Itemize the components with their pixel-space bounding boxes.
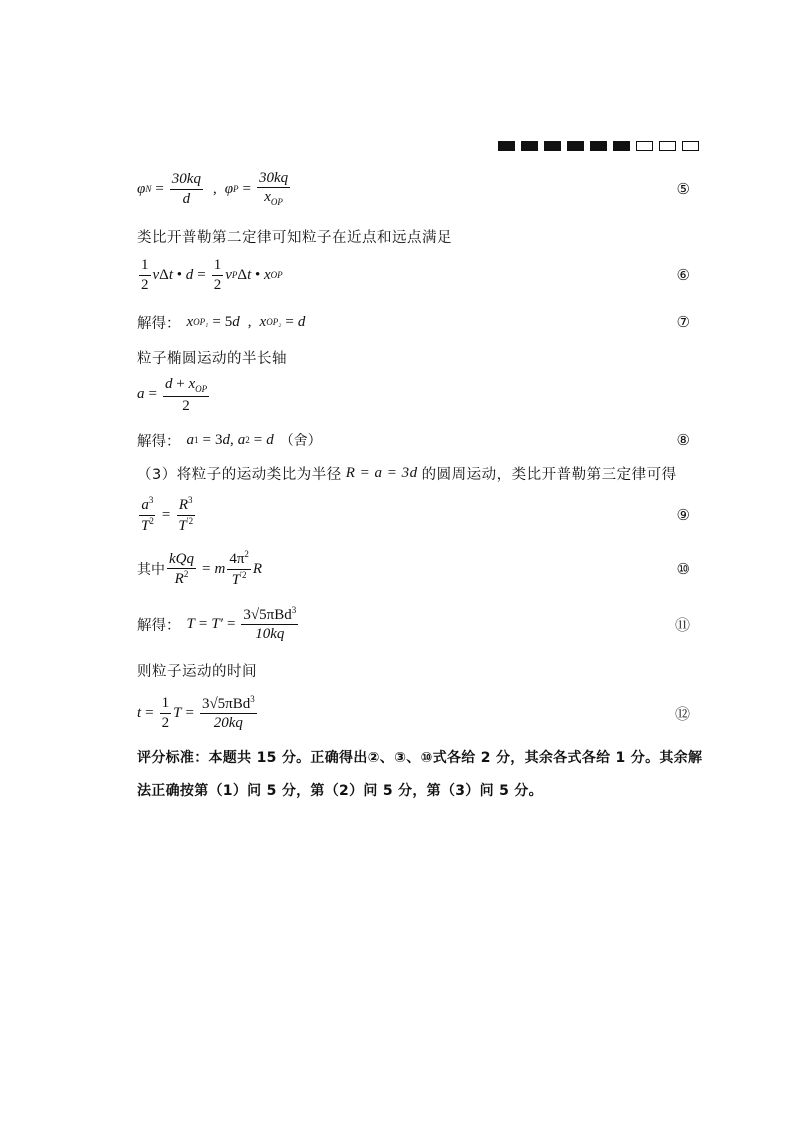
equation-8: 解得： a 1 = 3 d , a 2 = d （舍） ⑧: [137, 431, 690, 450]
progress-square-filled: [544, 141, 561, 151]
grading-line-1: 评分标准：本题共 15 分。正确得出②、③、⑩式各给 2 分，其余各式各给 1 分。其余解: [137, 750, 703, 766]
time-text: 则粒子运动的时间: [137, 664, 257, 680]
progress-square-filled: [613, 141, 630, 151]
solve-label: 解得：: [137, 433, 181, 450]
equation-9: $\frac{a^3}{T^2}$ = $\frac{R^3}{T^{'2}}$ ⑨: [141, 495, 690, 534]
page-progress-indicator: [498, 141, 699, 151]
equation-semi-major-axis: a = $\frac{d + x_{OP}}{2}$: [137, 375, 208, 414]
equation-5: φ N = $\frac{30kq}{d}$ , φ P = $\frac{30kq}{x_{OP}}$ ⑤: [137, 169, 690, 208]
equation-11: 解得： T = T′ = $\frac{3√5\pi Bd^3}{10kq}$ ⑪: [137, 604, 690, 642]
solve-label: 解得：: [137, 617, 181, 634]
progress-square-filled: [590, 141, 607, 151]
equation-marker: ⑪: [674, 615, 690, 634]
equation-marker: ⑧: [676, 431, 690, 449]
progress-square-empty: [682, 141, 699, 151]
equation-12: t = $\frac{1}{2}$ T = $\frac{3√5\pi Bd^3}{20kq}$ ⑫: [137, 693, 690, 731]
part3-text: [137, 463, 677, 484]
equation-marker: ⑩: [676, 560, 690, 578]
part3-suffix: 的圆周运动，类比开普勒第三定律可得: [421, 467, 677, 483]
equation-marker: ⑥: [676, 266, 690, 284]
where-label: 其中: [137, 562, 165, 578]
progress-square-empty: [659, 141, 676, 151]
part3-prefix: （3）将粒子的运动类比为半径: [137, 467, 342, 483]
equation-10: 其中 $\frac{\text{kQq}}{R^2}$ = m $\frac{4\pi^2}{T^{'2}}$ R ⑩: [137, 549, 690, 588]
progress-square-filled: [521, 141, 538, 151]
equation-marker: ⑤: [676, 180, 690, 198]
equation-7: 解得： x OP₁ = 5 d , x OP₂ = d ⑦: [137, 313, 690, 332]
grading-line-2: 法正确按第（1）问 5 分，第（2）问 5 分，第（3）问 5 分。: [137, 783, 543, 799]
equation-marker: ⑫: [674, 704, 690, 723]
solve-label: 解得：: [137, 315, 181, 332]
equation-6: $\frac{1}{2}$ v Δ t • d = $\frac{1}{2}$ v P Δ t • x OP ⑥: [141, 257, 690, 293]
kepler-second-law-text: 类比开普勒第二定律可知粒子在近点和远点满足: [137, 230, 452, 246]
progress-square-filled: [567, 141, 584, 151]
equation-marker: ⑨: [676, 506, 690, 524]
progress-square-empty: [636, 141, 653, 151]
semi-major-axis-text: 粒子椭圆运动的半长轴: [137, 351, 287, 367]
discard-note: （舍）: [279, 433, 322, 449]
equation-marker: ⑦: [676, 313, 690, 331]
radius-equation: R = a = 3d: [345, 465, 418, 481]
progress-square-filled: [498, 141, 515, 151]
